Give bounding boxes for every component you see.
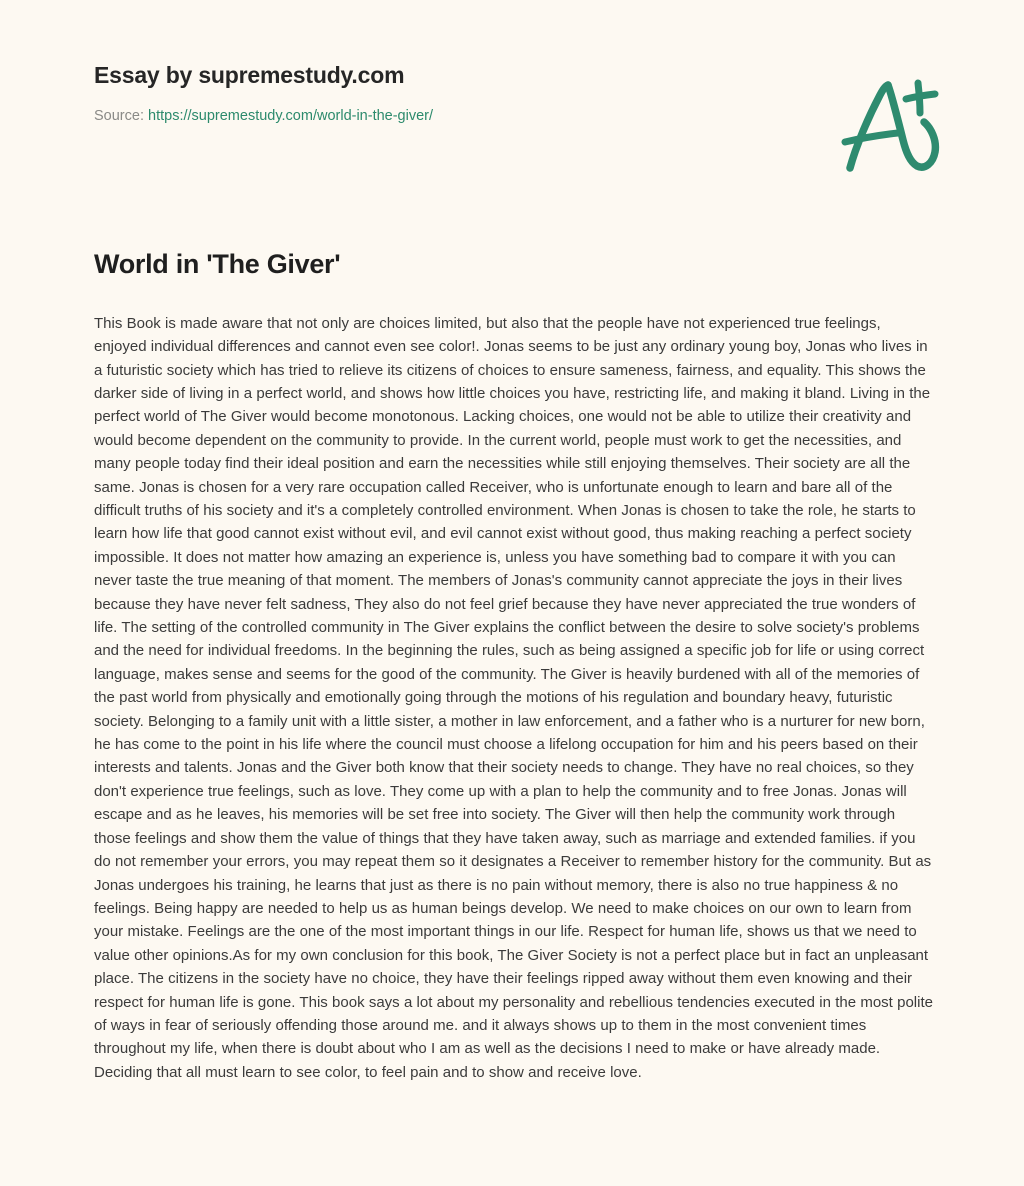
a-plus-logo-icon — [832, 70, 952, 180]
brand-block — [94, 62, 433, 125]
article — [94, 248, 936, 1084]
article-body-text: This Book is made aware that not only are choices limited, but also that the people have not experienced true feelings, enjoyed individual differences and cannot even see color!. Jonas seems to be just any ordinary young boy, Jonas who lives in a futuristic society which has tried to relieve its citizens of choices to ensure sameness, fairness, and equality. This shows the darker side of living in a perfect world, and shows how little choices you have, restricting life, and making it bland. Living in the perfect world of The Giver would become monotonous. Lacking choices, one would not be able to utilize their creativity and would become dependent on the community to provide. In the current world, people must work to get the necessities, and many people today find their ideal position and earn the necessities while still enjoying themselves. Their society are all the same. Jonas is chosen for a very rare occupation called Receiver, who is unfortunate enough to learn and bare all of the difficult truths of his society and it's a completely controlled environment. When Jonas is chosen to take the role, he starts to learn how life that good cannot exist without evil, and evil cannot exist without good, thus making reaching a perfect society impossible. It does not matter how amazing an experience is, unless you have something bad to compare it with you can never taste the true meaning of that moment. The members of Jonas's community cannot appreciate the joys in their lives because they have never felt sadness, They also do not feel grief because they have never appreciated the true wonders of life. The setting of the controlled community in The Giver explains the conflict between the desire to solve society's problems and the need for individual freedoms. In the beginning the rules, such as being assigned a specific job for life or using correct language, makes sense and seems for the good of the community. The Giver is heavily burdened with all of the memories of the past world from physically and emotionally going through the motions of his regulation and boundary heavy, futuristic society. Belonging to a family unit with a little sister, a mother in law enforcement, and a father who is a nurturer for new born, he has come to the point in his life where the council must choose a lifelong occupation for him and his peers based on their interests and talents. Jonas and the Giver both know that their society needs to change. They have no real choices, so they don't experience true feelings, such as love. They come up with a plan to help the community and to free Jonas. Jonas will escape and as he leaves, his memories will be set free into society. The Giver will then help the community work through those feelings and show them the value of things that they have taken away, such as marriage and extended families. if you do not remember your errors, you may repeat them so it designates a Receiver to remember history for the community. But as Jonas undergoes his training, he learns that just as there is no pain without memory, there is also no true happiness & no feelings. Being happy are needed to help us as human beings develop. We need to make choices on our own to learn from your mistake. Feelings are the one of the most important things in our life. Respect for human life, shows us that we need to value other opinions.As for my own conclusion for this book, The Giver Society is not a perfect place but in fact an unpleasant place. The citizens in the society have no choice, they have their feelings ripped away without them even knowing and their respect for human life is gone. This book says a lot about my personality and rebellious tendencies executed in the most polite of ways in fear of seriously offending those around me. and it always shows up to them in the most convenient times throughout my life, when there is doubt about who I am as well as the decisions I need to make or have already made. Deciding that all must learn to see color, to feel pain and to show and receive love. — [94, 314, 933, 1081]
source-line — [94, 107, 433, 126]
brand-title: Essay by supremestudy.com — [94, 62, 405, 88]
a-plus-logo-svg — [832, 70, 952, 180]
source-label: Source: — [94, 107, 144, 124]
page-title: World in 'The Giver' — [94, 249, 341, 279]
source-url-link[interactable]: https://supremestudy.com/world-in-the-giver/ — [148, 107, 434, 124]
page-header — [94, 62, 952, 182]
